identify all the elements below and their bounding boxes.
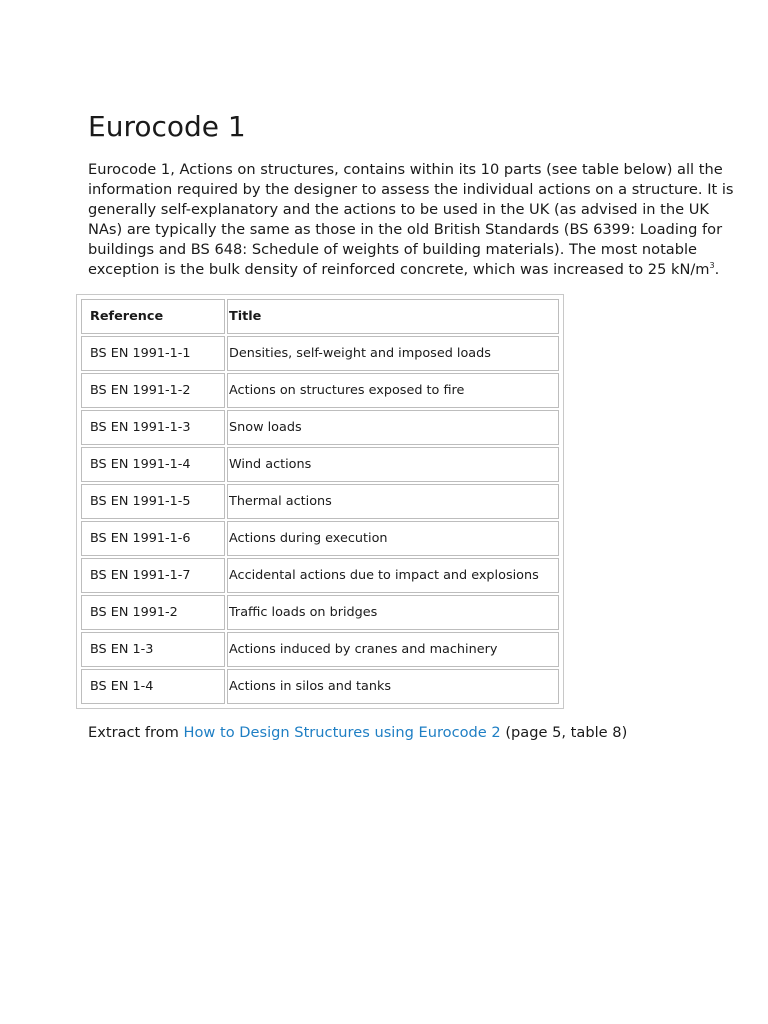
cell-reference: BS EN 1991-1-5 xyxy=(81,484,225,519)
cell-title: Actions in silos and tanks xyxy=(227,669,559,704)
cell-title: Traffic loads on bridges xyxy=(227,595,559,630)
cell-title: Thermal actions xyxy=(227,484,559,519)
extract-source xyxy=(88,723,738,743)
table-row xyxy=(81,595,559,630)
intro-text: Eurocode 1, Actions on structures, contains within its 10 parts (see table below) all the information required by the designer to assess the individual actions on a structure. It is generally self-explanatory and the actions to be used in the UK (as advised in the UK NAs) are typically the same as those in the old British Standards (BS 6399: Loading for buildings and BS 648: Schedule of weights of building materials). The most notable exception is the bulk density of reinforced concrete, which was increased to 25 kN/m xyxy=(88,161,734,278)
cell-reference: BS EN 1991-1-4 xyxy=(81,447,225,482)
table-row xyxy=(81,558,559,593)
cell-title: Densities, self-weight and imposed loads xyxy=(227,336,559,371)
table-row xyxy=(81,373,559,408)
intro-superscript: 3 xyxy=(709,261,715,271)
table-row xyxy=(81,632,559,667)
cell-title: Actions induced by cranes and machinery xyxy=(227,632,559,667)
table-header-row xyxy=(81,299,559,334)
cell-title: Wind actions xyxy=(227,447,559,482)
source-link[interactable]: How to Design Structures using Eurocode 2 xyxy=(183,724,501,741)
extract-prefix: Extract from xyxy=(88,724,184,741)
cell-reference: BS EN 1991-1-2 xyxy=(81,373,225,408)
reference-table-container xyxy=(76,294,564,709)
table-row xyxy=(81,336,559,371)
table-row xyxy=(81,447,559,482)
page-title: Eurocode 1 xyxy=(88,110,246,143)
cell-reference: BS EN 1991-1-6 xyxy=(81,521,225,556)
intro-end: . xyxy=(714,261,720,278)
table-row xyxy=(81,669,559,704)
cell-reference: BS EN 1-3 xyxy=(81,632,225,667)
table-row xyxy=(81,484,559,519)
cell-reference: BS EN 1-4 xyxy=(81,669,225,704)
header-title: Title xyxy=(227,299,559,334)
cell-title: Accidental actions due to impact and explosions xyxy=(227,558,559,593)
cell-reference: BS EN 1991-1-7 xyxy=(81,558,225,593)
extract-suffix: (page 5, table 8) xyxy=(500,724,628,741)
cell-title: Snow loads xyxy=(227,410,559,445)
cell-reference: BS EN 1991-1-1 xyxy=(81,336,225,371)
table-row xyxy=(81,410,559,445)
header-reference: Reference xyxy=(81,299,225,334)
reference-table xyxy=(79,297,561,706)
cell-title: Actions on structures exposed to fire xyxy=(227,373,559,408)
cell-title: Actions during execution xyxy=(227,521,559,556)
intro-paragraph xyxy=(88,160,738,280)
table-row xyxy=(81,521,559,556)
document-page xyxy=(88,108,738,743)
cell-reference: BS EN 1991-2 xyxy=(81,595,225,630)
cell-reference: BS EN 1991-1-3 xyxy=(81,410,225,445)
